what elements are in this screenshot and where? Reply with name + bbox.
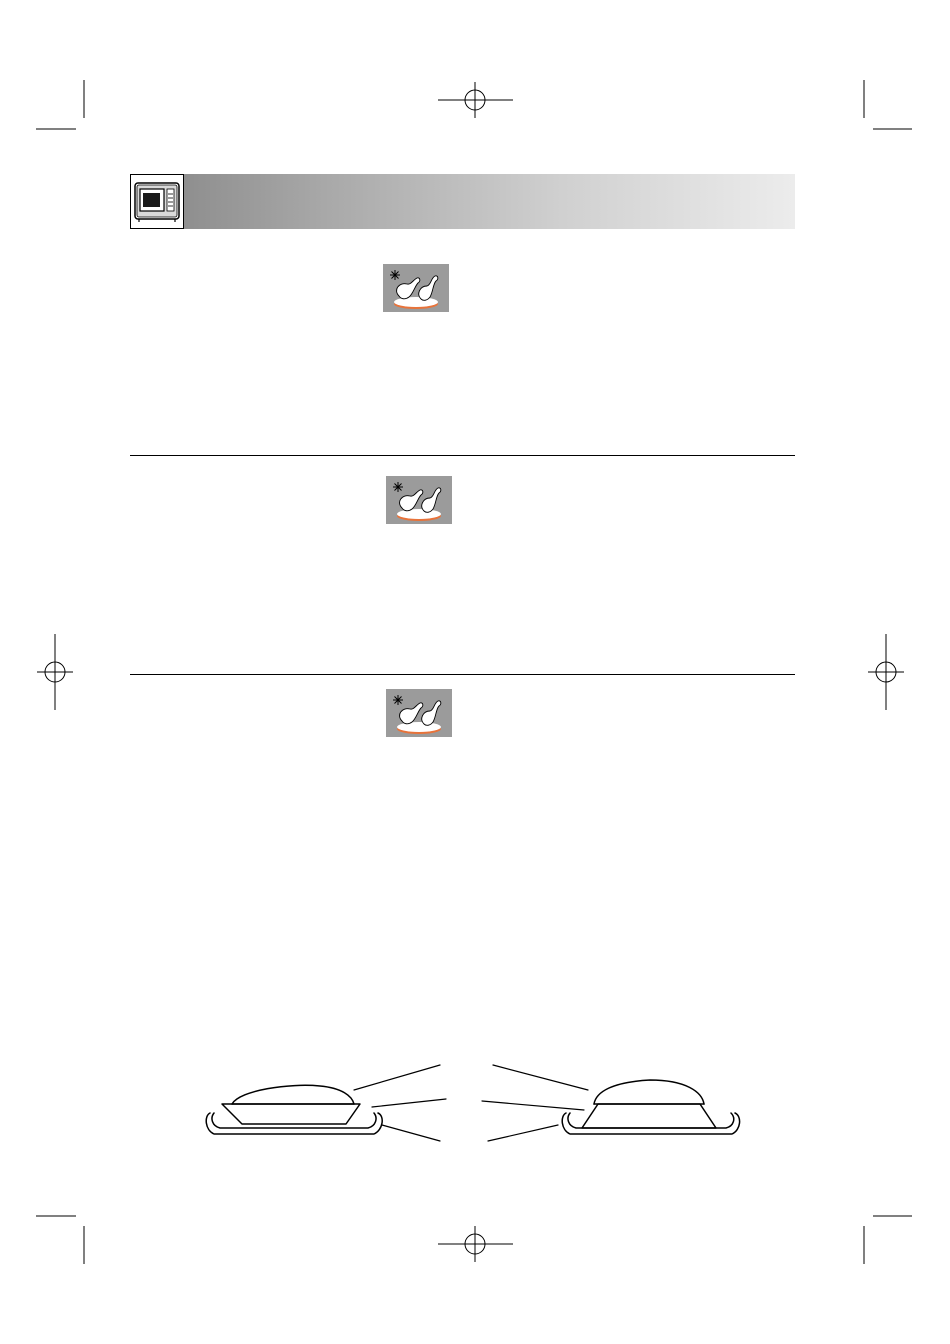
defrost-chicken-icon (386, 476, 452, 524)
header-bar (130, 174, 795, 229)
covered-dish-illustration (0, 1050, 950, 1160)
microwave-icon (131, 175, 183, 228)
registration-mark-right (868, 634, 904, 710)
defrost-chicken-icon (386, 689, 452, 737)
defrost-chicken-icon (383, 264, 449, 312)
registration-mark-bottom (438, 1226, 513, 1262)
registration-mark-left (37, 634, 73, 710)
section-divider (130, 455, 795, 456)
covered-dish-dome (562, 1080, 739, 1134)
header-icon-box (130, 174, 184, 229)
covered-dish-flat (206, 1085, 382, 1134)
registration-mark-top (438, 82, 513, 118)
leader-lines (354, 1065, 588, 1141)
section-divider (130, 674, 795, 675)
